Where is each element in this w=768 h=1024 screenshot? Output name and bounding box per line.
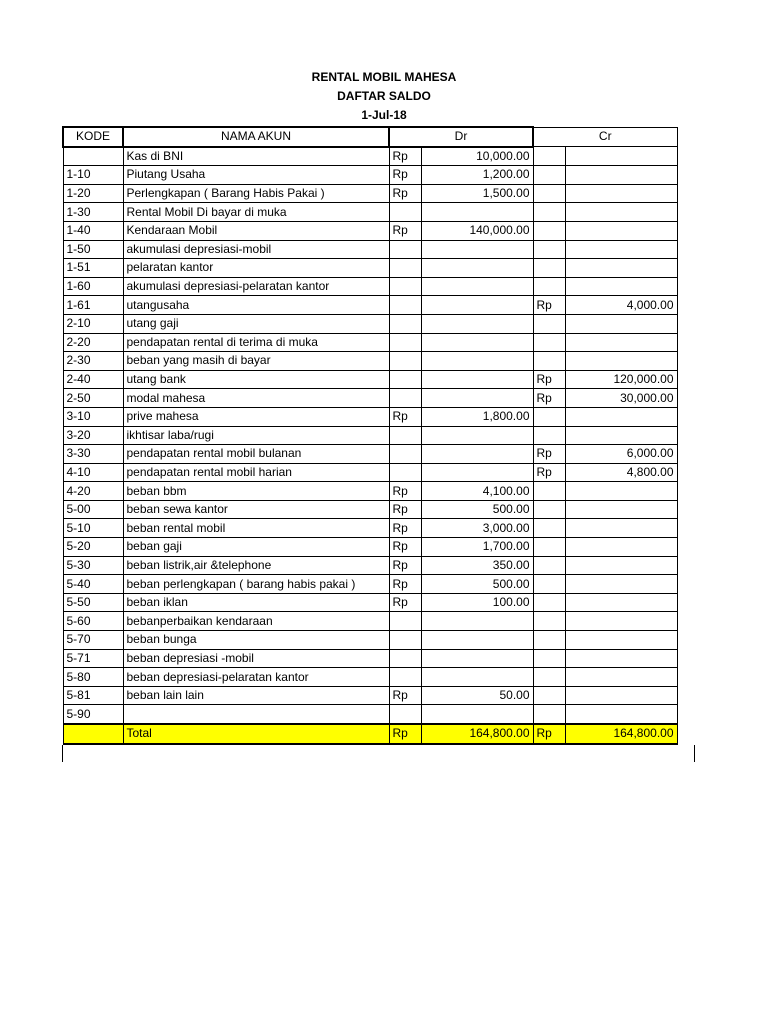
kode-cell: 5-80 [63, 668, 123, 687]
dr-currency-cell [389, 631, 421, 650]
dr-amount-cell: 1,800.00 [421, 407, 533, 426]
cr-amount-cell [565, 203, 677, 222]
dr-currency-cell: Rp [389, 166, 421, 185]
cr-amount-cell [565, 686, 677, 705]
kode-cell: 5-90 [63, 705, 123, 724]
kode-cell: 5-40 [63, 575, 123, 594]
cr-amount-cell [565, 482, 677, 501]
account-name-cell: utang gaji [123, 314, 389, 333]
account-name-cell: pendapatan rental mobil bulanan [123, 445, 389, 464]
cr-currency-cell [533, 240, 565, 259]
dr-currency-cell: Rp [389, 556, 421, 575]
kode-cell: 2-50 [63, 389, 123, 408]
dr-amount-cell: 1,700.00 [421, 538, 533, 557]
cr-amount-cell [565, 649, 677, 668]
cr-amount-cell: 164,800.00 [565, 724, 677, 744]
dr-amount-cell: 4,100.00 [421, 482, 533, 501]
account-name-cell: beban bunga [123, 631, 389, 650]
dr-currency-cell [389, 705, 421, 724]
table-row [63, 296, 677, 315]
account-name-cell: ikhtisar laba/rugi [123, 426, 389, 445]
table-row [63, 259, 677, 278]
table-row [63, 184, 677, 203]
dr-amount-cell: 500.00 [421, 575, 533, 594]
cr-amount-cell [565, 333, 677, 352]
cr-currency-cell [533, 482, 565, 501]
dr-currency-cell [389, 333, 421, 352]
cr-amount-cell [565, 221, 677, 240]
kode-cell: 1-61 [63, 296, 123, 315]
cr-amount-cell [565, 259, 677, 278]
kode-cell: 3-20 [63, 426, 123, 445]
account-name-cell: beban perlengkapan ( barang habis pakai ) [123, 575, 389, 594]
account-name-cell: Perlengkapan ( Barang Habis Pakai ) [123, 184, 389, 203]
table-row [63, 314, 677, 333]
cr-amount-cell [565, 668, 677, 687]
account-name-cell: prive mahesa [123, 407, 389, 426]
trailing-border-left [62, 745, 63, 762]
table-row [63, 482, 677, 501]
account-name-cell: beban sewa kantor [123, 500, 389, 519]
dr-currency-cell: Rp [389, 500, 421, 519]
kode-cell: 1-30 [63, 203, 123, 222]
cr-currency-cell [533, 184, 565, 203]
kode-cell: 5-50 [63, 593, 123, 612]
dr-currency-cell [389, 612, 421, 631]
table-row [63, 593, 677, 612]
dr-currency-cell: Rp [389, 593, 421, 612]
account-name-cell: bebanperbaikan kendaraan [123, 612, 389, 631]
dr-amount-cell: 1,500.00 [421, 184, 533, 203]
dr-amount-cell: 164,800.00 [421, 724, 533, 744]
account-name-cell: beban yang masih di bayar [123, 352, 389, 371]
account-name-cell: utang bank [123, 370, 389, 389]
cr-currency-cell [533, 500, 565, 519]
trial-balance-table [62, 126, 678, 745]
table-row [63, 277, 677, 296]
cr-amount-cell [565, 426, 677, 445]
cr-currency-cell [533, 649, 565, 668]
cr-amount-cell: 120,000.00 [565, 370, 677, 389]
kode-cell: 3-30 [63, 445, 123, 464]
dr-amount-cell [421, 203, 533, 222]
table-row [63, 370, 677, 389]
table-row [63, 519, 677, 538]
cr-amount-cell [565, 166, 677, 185]
kode-cell [63, 147, 123, 166]
report-title: DAFTAR SALDO [337, 89, 431, 103]
dr-currency-cell [389, 314, 421, 333]
trailing-border-right [694, 745, 695, 762]
table-row [63, 500, 677, 519]
cr-currency-cell [533, 575, 565, 594]
dr-amount-cell [421, 314, 533, 333]
dr-amount-cell: 3,000.00 [421, 519, 533, 538]
cr-currency-cell [533, 277, 565, 296]
kode-cell: 1-10 [63, 166, 123, 185]
column-header-kode: KODE [63, 127, 123, 147]
table-row [63, 463, 677, 482]
cr-currency-cell: Rp [533, 296, 565, 315]
account-name-cell: beban depresiasi-pelaratan kantor [123, 668, 389, 687]
table-row [63, 631, 677, 650]
cr-currency-cell: Rp [533, 724, 565, 744]
kode-cell: 1-51 [63, 259, 123, 278]
dr-currency-cell: Rp [389, 147, 421, 166]
dr-currency-cell: Rp [389, 686, 421, 705]
account-name-cell: pelaratan kantor [123, 259, 389, 278]
table-row [63, 668, 677, 687]
kode-cell: 5-10 [63, 519, 123, 538]
cr-amount-cell [565, 277, 677, 296]
account-name-cell: beban depresiasi -mobil [123, 649, 389, 668]
cr-currency-cell [533, 538, 565, 557]
cr-amount-cell [565, 147, 677, 166]
table-row [63, 333, 677, 352]
cr-currency-cell [533, 519, 565, 538]
account-name-cell: akumulasi depresiasi-mobil [123, 240, 389, 259]
table-row [63, 352, 677, 371]
dr-currency-cell [389, 389, 421, 408]
cr-amount-cell [565, 500, 677, 519]
cr-amount-cell: 4,000.00 [565, 296, 677, 315]
dr-currency-cell [389, 277, 421, 296]
kode-cell: 4-10 [63, 463, 123, 482]
account-name-cell: akumulasi depresiasi-pelaratan kantor [123, 277, 389, 296]
table-row [63, 686, 677, 705]
column-header-dr: Dr [389, 127, 533, 147]
cr-amount-cell [565, 240, 677, 259]
dr-currency-cell [389, 352, 421, 371]
report-date: 1-Jul-18 [361, 108, 407, 122]
dr-currency-cell [389, 203, 421, 222]
cr-currency-cell [533, 166, 565, 185]
dr-currency-cell: Rp [389, 221, 421, 240]
account-name-cell: beban gaji [123, 538, 389, 557]
table-body [63, 147, 677, 744]
dr-amount-cell [421, 705, 533, 724]
cr-currency-cell: Rp [533, 389, 565, 408]
kode-cell: 1-20 [63, 184, 123, 203]
account-name-cell: beban listrik,air &telephone [123, 556, 389, 575]
dr-amount-cell: 50.00 [421, 686, 533, 705]
cr-currency-cell [533, 333, 565, 352]
kode-cell: 5-20 [63, 538, 123, 557]
table-row [63, 612, 677, 631]
kode-cell [63, 724, 123, 744]
table-row [63, 426, 677, 445]
dr-amount-cell [421, 389, 533, 408]
cr-amount-cell: 4,800.00 [565, 463, 677, 482]
dr-currency-cell [389, 463, 421, 482]
column-header-cr: Cr [533, 127, 677, 147]
kode-cell: 2-40 [63, 370, 123, 389]
kode-cell: 2-20 [63, 333, 123, 352]
cr-amount-cell [565, 575, 677, 594]
cr-amount-cell: 6,000.00 [565, 445, 677, 464]
cr-currency-cell [533, 668, 565, 687]
cr-currency-cell [533, 407, 565, 426]
dr-amount-cell [421, 277, 533, 296]
cr-currency-cell [533, 203, 565, 222]
table-row [63, 575, 677, 594]
cr-amount-cell [565, 538, 677, 557]
dr-currency-cell: Rp [389, 184, 421, 203]
table-row [63, 147, 677, 166]
account-name-cell: pendapatan rental mobil harian [123, 463, 389, 482]
table-row [63, 407, 677, 426]
dr-amount-cell [421, 631, 533, 650]
dr-amount-cell: 500.00 [421, 500, 533, 519]
account-name-cell: Total [123, 724, 389, 744]
table-row [63, 649, 677, 668]
table-row [63, 240, 677, 259]
cr-currency-cell: Rp [533, 445, 565, 464]
dr-amount-cell [421, 445, 533, 464]
table-row [63, 203, 677, 222]
table-row [63, 389, 677, 408]
cr-amount-cell [565, 314, 677, 333]
kode-cell: 5-81 [63, 686, 123, 705]
kode-cell: 3-10 [63, 407, 123, 426]
cr-currency-cell [533, 612, 565, 631]
dr-currency-cell [389, 649, 421, 668]
cr-currency-cell [533, 556, 565, 575]
cr-amount-cell [565, 593, 677, 612]
kode-cell: 2-10 [63, 314, 123, 333]
kode-cell: 1-60 [63, 277, 123, 296]
dr-currency-cell [389, 370, 421, 389]
cr-currency-cell [533, 426, 565, 445]
dr-currency-cell [389, 240, 421, 259]
dr-currency-cell: Rp [389, 519, 421, 538]
account-name-cell: Kas di BNI [123, 147, 389, 166]
kode-cell: 4-20 [63, 482, 123, 501]
dr-currency-cell: Rp [389, 407, 421, 426]
dr-amount-cell [421, 649, 533, 668]
account-name-cell: utangusaha [123, 296, 389, 315]
table-row [63, 705, 677, 724]
account-name-cell: modal mahesa [123, 389, 389, 408]
dr-amount-cell [421, 612, 533, 631]
cr-currency-cell [533, 631, 565, 650]
company-title: RENTAL MOBIL MAHESA [311, 70, 457, 84]
cr-currency-cell [533, 314, 565, 333]
kode-cell: 5-71 [63, 649, 123, 668]
cr-amount-cell [565, 184, 677, 203]
cr-currency-cell [533, 705, 565, 724]
dr-currency-cell [389, 296, 421, 315]
account-name-cell: beban rental mobil [123, 519, 389, 538]
dr-amount-cell [421, 333, 533, 352]
kode-cell: 5-60 [63, 612, 123, 631]
cr-amount-cell [565, 352, 677, 371]
cr-currency-cell [533, 686, 565, 705]
cr-amount-cell [565, 612, 677, 631]
dr-amount-cell [421, 426, 533, 445]
cr-currency-cell [533, 593, 565, 612]
dr-amount-cell: 1,200.00 [421, 166, 533, 185]
cr-currency-cell: Rp [533, 463, 565, 482]
kode-cell: 1-40 [63, 221, 123, 240]
kode-cell: 5-00 [63, 500, 123, 519]
dr-amount-cell [421, 370, 533, 389]
table-row [63, 556, 677, 575]
cr-amount-cell [565, 519, 677, 538]
account-name-cell: Rental Mobil Di bayar di muka [123, 203, 389, 222]
dr-amount-cell [421, 240, 533, 259]
kode-cell: 5-70 [63, 631, 123, 650]
account-name-cell: pendapatan rental di terima di muka [123, 333, 389, 352]
cr-amount-cell [565, 556, 677, 575]
table-row [63, 166, 677, 185]
account-name-cell: beban lain lain [123, 686, 389, 705]
cr-currency-cell [533, 147, 565, 166]
kode-cell: 2-30 [63, 352, 123, 371]
dr-currency-cell [389, 426, 421, 445]
dr-amount-cell [421, 259, 533, 278]
dr-amount-cell: 350.00 [421, 556, 533, 575]
kode-cell: 1-50 [63, 240, 123, 259]
dr-currency-cell [389, 668, 421, 687]
dr-currency-cell [389, 445, 421, 464]
dr-amount-cell [421, 668, 533, 687]
account-name-cell [123, 705, 389, 724]
account-name-cell: Kendaraan Mobil [123, 221, 389, 240]
dr-currency-cell: Rp [389, 482, 421, 501]
table-row [63, 221, 677, 240]
dr-amount-cell [421, 352, 533, 371]
dr-currency-cell: Rp [389, 575, 421, 594]
total-row [63, 724, 677, 744]
dr-currency-cell: Rp [389, 724, 421, 744]
dr-amount-cell [421, 296, 533, 315]
dr-amount-cell: 10,000.00 [421, 147, 533, 166]
cr-currency-cell [533, 259, 565, 278]
cr-amount-cell [565, 407, 677, 426]
account-name-cell: Piutang Usaha [123, 166, 389, 185]
cr-currency-cell [533, 352, 565, 371]
cr-amount-cell [565, 631, 677, 650]
dr-currency-cell: Rp [389, 538, 421, 557]
dr-amount-cell: 140,000.00 [421, 221, 533, 240]
kode-cell: 5-30 [63, 556, 123, 575]
dr-amount-cell [421, 463, 533, 482]
table-header-row [63, 127, 677, 147]
cr-amount-cell: 30,000.00 [565, 389, 677, 408]
account-name-cell: beban iklan [123, 593, 389, 612]
cr-currency-cell [533, 221, 565, 240]
dr-amount-cell: 100.00 [421, 593, 533, 612]
table-row [63, 445, 677, 464]
column-header-nama-akun: NAMA AKUN [123, 127, 389, 147]
cr-amount-cell [565, 705, 677, 724]
cr-currency-cell: Rp [533, 370, 565, 389]
dr-currency-cell [389, 259, 421, 278]
account-name-cell: beban bbm [123, 482, 389, 501]
table-row [63, 538, 677, 557]
